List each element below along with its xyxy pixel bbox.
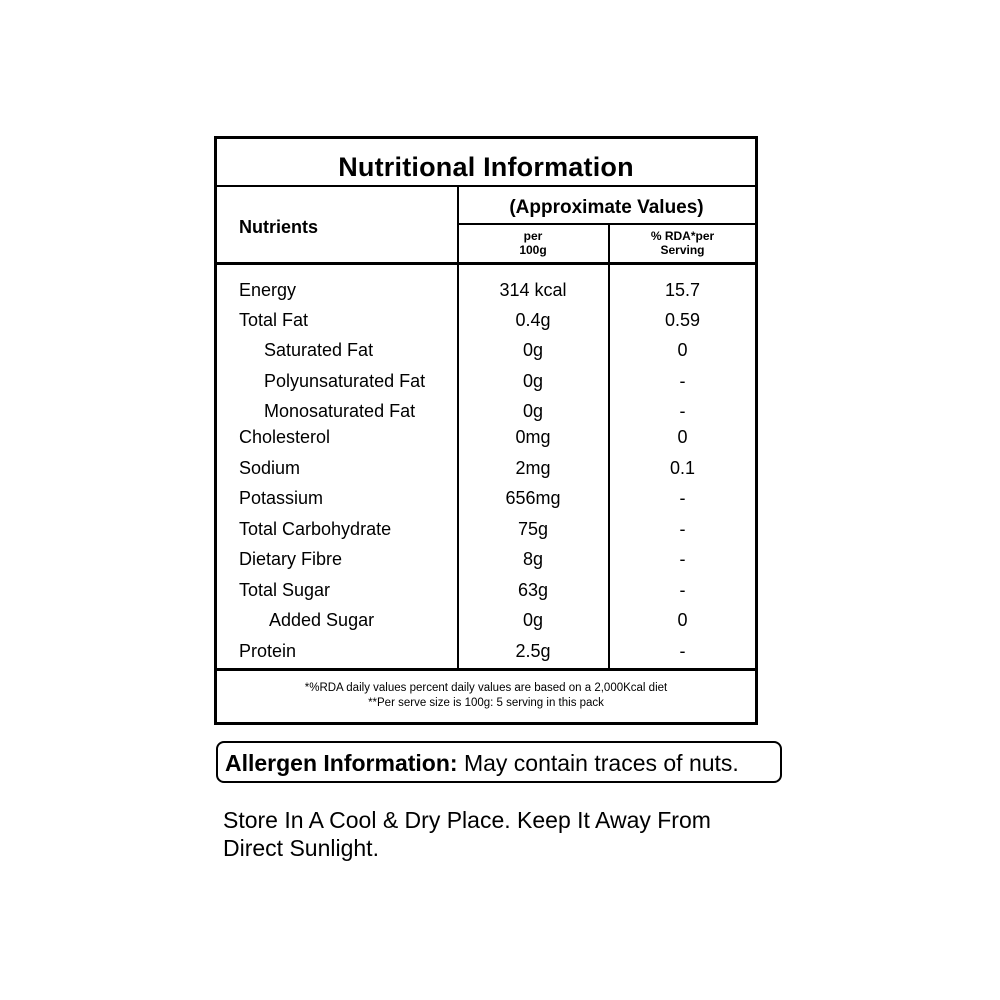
rda-value: - xyxy=(679,488,686,508)
table-row xyxy=(217,399,755,423)
table-row xyxy=(217,338,755,362)
table-row xyxy=(217,517,755,541)
per-100g-value: 0g xyxy=(522,610,544,630)
allergen-text: May contain traces of nuts. xyxy=(457,750,739,776)
rda-footnote: *%RDA daily values percent daily values are based on a 2,000Kcal diet xyxy=(304,682,668,694)
per-100g-value: 0mg xyxy=(515,427,551,447)
rda-value: 0 xyxy=(677,427,688,447)
nutrient-name: Dietary Fibre xyxy=(239,549,343,569)
table-row xyxy=(217,486,755,510)
per-100g-header xyxy=(458,229,608,257)
rda-value: - xyxy=(679,580,686,600)
nutrient-name: Polyunsaturated Fat xyxy=(264,371,426,391)
nutrient-name: Saturated Fat xyxy=(264,340,374,360)
rda-value: - xyxy=(679,549,686,569)
table-row xyxy=(217,547,755,571)
rda-header xyxy=(610,229,755,257)
rda-value: - xyxy=(679,641,686,661)
nutrient-name: Potassium xyxy=(239,488,324,508)
nutrients-header: Nutrients xyxy=(239,217,319,237)
nutrient-name: Total Sugar xyxy=(239,580,331,600)
title-divider xyxy=(217,185,755,187)
table-row xyxy=(217,639,755,663)
subheader-divider xyxy=(458,223,755,225)
per-100g-header-line1: per xyxy=(523,229,543,243)
rda-value: 0 xyxy=(677,610,688,630)
per-100g-value: 0g xyxy=(522,371,544,391)
per-100g-value: 2mg xyxy=(515,458,551,478)
rda-header-line2: Serving xyxy=(660,243,705,257)
table-row xyxy=(217,456,755,480)
table-row xyxy=(217,278,755,302)
nutrient-name: Total Carbohydrate xyxy=(239,519,392,539)
rda-header-line1: % RDA*per xyxy=(650,229,715,243)
rda-value: 15.7 xyxy=(664,280,701,300)
nutrient-name: Sodium xyxy=(239,458,301,478)
allergen-box xyxy=(216,741,782,783)
per-100g-value: 75g xyxy=(517,519,549,539)
per-100g-value: 2.5g xyxy=(515,641,551,661)
rda-value: - xyxy=(679,519,686,539)
table-row xyxy=(217,425,755,449)
label-title: Nutritional Information xyxy=(338,152,634,182)
rda-value: 0.59 xyxy=(664,310,701,330)
per-100g-value: 0g xyxy=(522,340,544,360)
nutrient-name: Energy xyxy=(239,280,297,300)
table-row xyxy=(217,608,755,632)
per-100g-value: 0.4g xyxy=(515,310,551,330)
approx-values-header: (Approximate Values) xyxy=(509,197,704,218)
table-row xyxy=(217,369,755,393)
per-100g-header-line2: 100g xyxy=(519,243,547,257)
nutrient-name: Total Fat xyxy=(239,310,309,330)
nutrition-label xyxy=(214,136,758,725)
table-row xyxy=(217,578,755,602)
storage-line-2: Direct Sunlight. xyxy=(223,835,379,861)
per-100g-value: 8g xyxy=(522,549,544,569)
storage-instructions xyxy=(223,806,783,862)
nutrient-name: Protein xyxy=(239,641,297,661)
header-divider xyxy=(217,262,755,265)
rda-value: 0.1 xyxy=(669,458,696,478)
per-100g-value: 63g xyxy=(517,580,549,600)
serving-footnote: **Per serve size is 100g: 5 serving in this pack xyxy=(368,697,604,709)
per-100g-value: 656mg xyxy=(505,488,561,508)
nutrient-name: Added Sugar xyxy=(269,610,375,630)
allergen-label: Allergen Information: xyxy=(225,750,458,776)
per-100g-value: 314 kcal xyxy=(499,280,567,300)
rda-value: - xyxy=(679,371,686,391)
storage-line-1: Store In A Cool & Dry Place. Keep It Away From xyxy=(223,807,711,833)
per-100g-value: 0g xyxy=(522,401,544,421)
table-row xyxy=(217,308,755,332)
nutrient-name: Monosaturated Fat xyxy=(264,401,416,421)
body-divider xyxy=(217,668,755,671)
rda-value: - xyxy=(679,401,686,421)
nutrient-name: Cholesterol xyxy=(239,427,331,447)
rda-value: 0 xyxy=(677,340,688,360)
